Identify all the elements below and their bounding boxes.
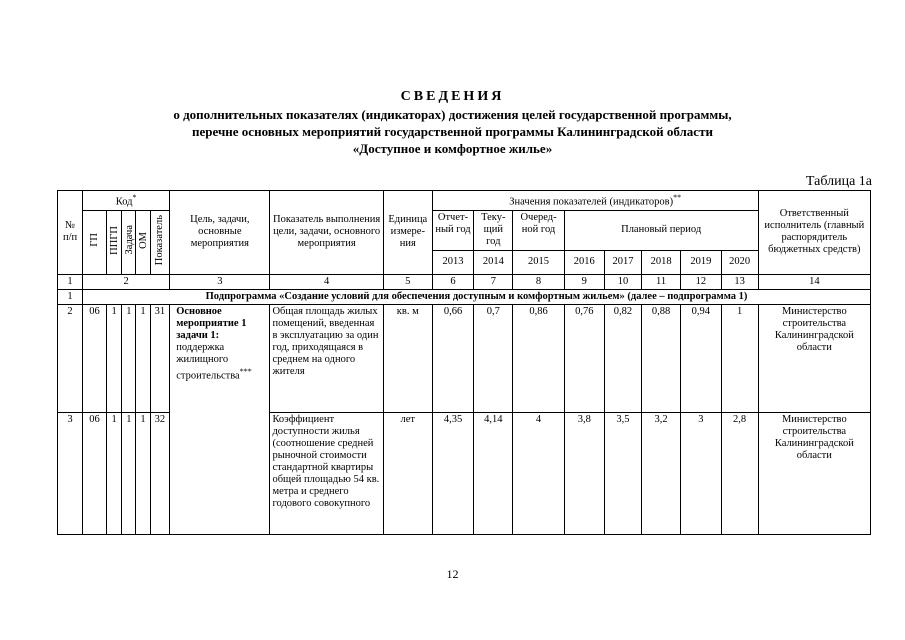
num-cell: 8 [513,274,564,289]
num-cell: 11 [641,274,680,289]
row-task: 1 [122,412,136,534]
num-cell: 3 [170,274,270,289]
year-cell: 2018 [641,250,680,274]
row-goal [170,304,270,534]
row-indicator: Коэффициент доступности жилья (соотношение средней рыночной стоимости стандартной квартиры общей площадью 54 кв. метра и среднего годового совокупного [270,412,383,534]
col-header-current-year: Теку-щий год [474,210,513,250]
col-header-report-year: Отчет-ный год [432,210,473,250]
doc-subtitle-line-1: о дополнительных показателях (индикаторах) достижения целей государственной программы, [173,107,732,122]
year-cell: 2013 [432,250,473,274]
row-gp: 06 [83,412,107,534]
row-value: 1 [721,304,758,412]
row-executor: Министерство строительства Калининградской области [758,412,870,534]
row-value: 3,8 [564,412,604,534]
year-cell: 2017 [604,250,641,274]
row-ppgp: 1 [107,412,122,534]
num-cell: 14 [758,274,870,289]
indicators-table [57,190,871,535]
doc-subtitle-line-2: перечне основных мероприятий государственной программы Калининградской области [192,124,713,139]
year-cell: 2016 [564,250,604,274]
col-header-indicator: Показатель выполнения цели, задачи, основного мероприятия [270,191,383,275]
col-header-task: Задача [122,210,136,274]
row-om: 1 [136,304,150,412]
col-header-values: Значения показателей (индикаторов)** [432,191,758,211]
page-number: 12 [446,567,459,581]
row-unit: кв. м [383,304,432,412]
row-value: 0,66 [432,304,473,412]
row-value: 2,8 [721,412,758,534]
row-num: 2 [58,304,83,412]
subprogram-num: 1 [58,289,83,304]
goal-title: Основное мероприятие 1 задачи 1: [176,305,247,341]
col-header-unit: Единица измере-ния [383,191,432,275]
row-value: 0,86 [513,304,564,412]
row-om: 1 [136,412,150,534]
row-value: 3 [681,412,721,534]
row-indicator-code: 31 [150,304,170,412]
row-value: 0,7 [474,304,513,412]
row-indicator: Общая площадь жилых помещений, введенная в эксплуатацию за один год, приходящаяся в среднем на одного жителя [270,304,383,412]
col-header-goal: Цель, задачи, основные мероприятия [170,191,270,275]
year-cell: 2014 [474,250,513,274]
subprogram-title: Подпрограмма «Создание условий для обеспечения доступным и комфортным жильем» (далее – подпрограмма 1) [83,289,871,304]
col-header-gp: ГП [83,210,107,274]
row-executor: Министерство строительства Калининградской области [758,304,870,412]
doc-title: СВЕДЕНИЯ [400,89,505,104]
num-cell: 7 [474,274,513,289]
num-cell: 9 [564,274,604,289]
row-value: 4,35 [432,412,473,534]
row-value: 0,76 [564,304,604,412]
doc-subtitle-line-3: «Доступное и комфортное жилье» [352,141,553,156]
goal-footnote-mark: *** [239,366,252,376]
num-cell: 13 [721,274,758,289]
row-ppgp: 1 [107,304,122,412]
col-header-plan-period: Плановый период [564,210,758,250]
row-value: 4,14 [474,412,513,534]
goal-description: поддержка жилищного строительства [176,341,240,381]
table-caption: Таблица 1а [805,174,872,189]
num-cell: 2 [83,274,170,289]
num-cell: 12 [681,274,721,289]
col-header-next-year: Очеред-ной год [513,210,564,250]
row-num: 3 [58,412,83,534]
num-cell: 5 [383,274,432,289]
num-cell: 4 [270,274,383,289]
year-cell: 2019 [681,250,721,274]
table-row [58,304,871,412]
col-header-om: ОМ [136,210,150,274]
col-header-indicator-code: Показатель [150,210,170,274]
row-value: 3,2 [641,412,680,534]
col-header-num: № п/п [58,191,83,275]
row-value: 3,5 [604,412,641,534]
col-header-ppgp: ППГП [107,210,122,274]
col-header-code: Код* [83,191,170,211]
row-task: 1 [122,304,136,412]
row-unit: лет [383,412,432,534]
num-cell: 10 [604,274,641,289]
row-gp: 06 [83,304,107,412]
num-cell: 6 [432,274,473,289]
row-value: 0,94 [681,304,721,412]
col-header-executor: Ответственный исполнитель (главный распорядитель бюджетных средств) [758,191,870,275]
num-cell: 1 [58,274,83,289]
row-value: 0,88 [641,304,680,412]
row-indicator-code: 32 [150,412,170,534]
year-cell: 2015 [513,250,564,274]
row-value: 4 [513,412,564,534]
year-cell: 2020 [721,250,758,274]
row-value: 0,82 [604,304,641,412]
